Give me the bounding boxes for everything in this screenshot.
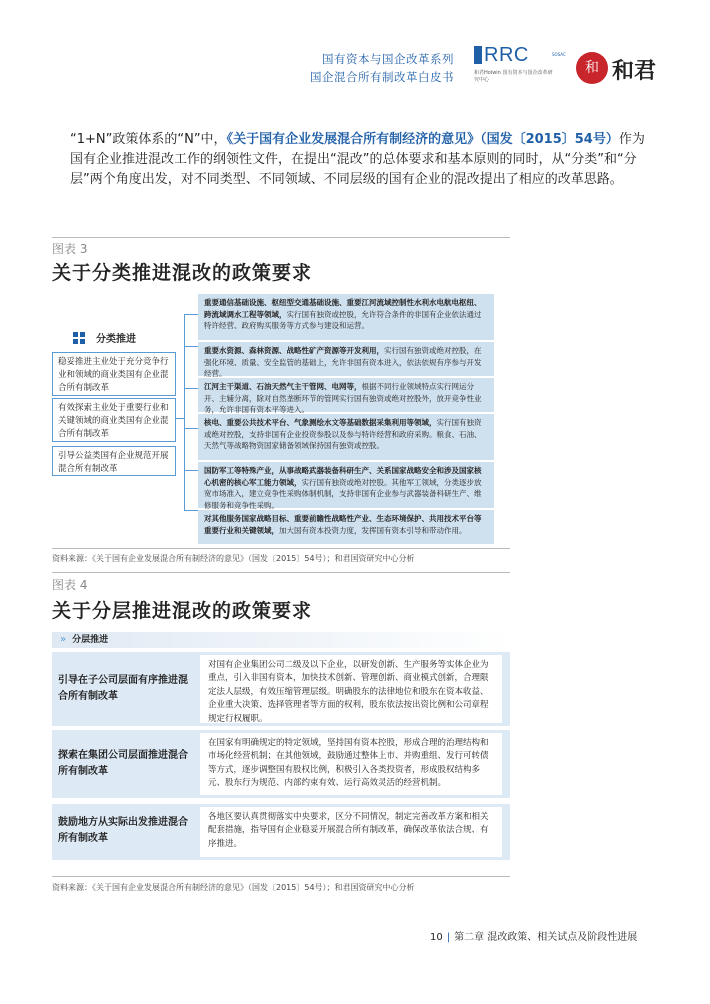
fig4-row-desc: 对国有企业集团公司二级及以下企业，以研发创新、生产服务等实体企业为重点，引入非国有资本，加快技术创新、管理创新、商业模式创新，合理限定法人层级，有效压缩管理层级。明确股东的法律地位和股东在资本收益、企业重大决策、选择管理者等方面的权利，股东依法按出资比例和公司章程规定行权履职。 [200, 655, 502, 723]
fig3-right-item-text: 加大国有资本投资力度，发挥国有资本引导和带动作用。 [279, 525, 467, 535]
fig4-row [52, 652, 510, 726]
footer-divider: | [446, 932, 451, 943]
connector-line [184, 314, 198, 315]
intro-text-2: 作为国有企业推进混改工作的纲领性文件，在提出“混改”的总体要求和基本原则的同时，从“分类”和“分层”两个角度出发，对不同类型、不同领域、不同层级的国有企业的混改提出了相应的改革思路。 [70, 132, 645, 187]
chapter-title: 第二章 混改政策、相关试点及阶段性进展 [454, 932, 638, 943]
fig3-left-heading [72, 330, 136, 345]
fig3-right-item [198, 462, 494, 508]
fig3-left-item: 稳妥推进主业处于充分竞争行业和领域的商业类国有企业混合所有制改革 [52, 352, 176, 396]
fig3-right-item [198, 294, 494, 340]
fig3-right-item-bold: 核电、重要公共技术平台、气象测绘水文等基础数据采集利用等领域， [204, 418, 437, 427]
connector-line [176, 418, 184, 419]
rrc-logo-tag: SOSAC [552, 52, 566, 57]
fig4-label: 图表 4 [52, 578, 88, 592]
report-title: 国企混合所有制改革白皮书 [310, 70, 454, 84]
fig3-right-item-text: 实行国有独资或控股，允许符合条件的非国有企业依法通过特许经营、政府购买服务等方式参与建设和运营。 [204, 309, 482, 330]
fig4-row [52, 804, 510, 860]
fig4-row-desc: 各地区要认真贯彻落实中央要求，区分不同情况，制定完善改革方案和相关配套措施，指导国有企业稳妥开展混合所有制改革，确保改革依法合规、有序推进。 [200, 807, 502, 857]
connector-line [184, 346, 198, 347]
fig3-left-item: 引导公益类国有企业规范开展混合所有制改革 [52, 446, 176, 476]
fig3-right-item-bold: 国防军工等特殊产业，从事战略武器装备科研生产、关系国家战略安全和涉及国家核心机密的核心军工能力领域， [204, 466, 482, 487]
fig3-right-item [198, 378, 494, 412]
rrc-logo-subtitle: 和君Holwin 国有资本与国企改革研究中心 [474, 70, 553, 83]
rrc-logo [474, 44, 553, 96]
connector-line [184, 510, 198, 511]
fig4-row-label: 鼓励地方从实际出发推进混合所有制改革 [58, 817, 188, 844]
fig4-heading [52, 632, 510, 648]
intro-paragraph [70, 130, 650, 190]
fig3-left-item: 有效探索主业处于重要行业和关键领域的商业类国有企业混合所有制改革 [52, 398, 176, 442]
fig4-source: 资料来源：《关于国有企业发展混合所有制经济的意见》（国发〔2015〕54号）；和君国资研究中心分析 [52, 883, 415, 892]
fig4-row-desc: 在国家有明确规定的特定领域，坚持国有资本控股，形成合理的治理结构和市场化经营机制；在其他领域，鼓励通过整体上市、并购重组、发行可转债等方式，逐步调整国有股权比例，积极引入各类投资者，形成股权结构多元、股东行为规范、内部约束有效、运行高效灵活的经营机制。 [200, 733, 502, 795]
rrc-logo-bar [474, 46, 482, 64]
fig3-right-item-bold: 重要通信基础设施、枢纽型交通基础设施、重要江河流域控制性水利水电航电枢纽、跨流域调水工程等领域， [204, 298, 482, 319]
holwin-logo-text: 和君 [612, 58, 657, 84]
holwin-seal-icon: 和 [576, 52, 608, 84]
fig3-top-rule [52, 237, 510, 238]
fig3-bottom-rule [52, 548, 510, 549]
fig4-bottom-rule [52, 876, 510, 877]
fig3-right-item-bold: 江河主干渠道、石油天然气主干管网、电网等， [204, 382, 362, 391]
fig3-right-item [198, 342, 494, 376]
fig3-source: 资料来源：《关于国有企业发展混合所有制经济的意见》（国发〔2015〕54号）；和君国资研究中心分析 [52, 554, 415, 563]
intro-text-1: “1+N”政策体系的“N”中， [70, 132, 227, 147]
fig3-right-item-text: 实行国有独资或绝对控股，支持非国有企业投资参股以及参与特许经营和政府采购。粮食、石油、天然气等战略物资国家储备领域保持国有独资或控股。 [204, 418, 482, 450]
fig3-right-item-text: 实行国有独资或绝对控股。其他军工领域，分类逐步放宽市场准入，建立竞争性采购体制机制，支持非国有企业参与武器装备科研生产、维修服务和竞争性采购。 [204, 477, 482, 510]
page-footer [430, 928, 637, 943]
fig3-right-item-text: 实行国有独资或绝对控股，在强化环境、质量、安全监管的基础上，允许非国有资本进入，依法依规有序参与开发经营。 [204, 346, 482, 378]
fig3-right-item-bold: 对其他服务国家战略目标、重要前瞻性战略性产业、生态环境保护、共用技术平台等重要行业和关键领域， [204, 514, 482, 535]
rrc-logo-text: RRC [484, 44, 529, 66]
fig4-row-label: 引导在子公司层面有序推进混合所有制改革 [58, 675, 188, 702]
fig3-right-item-bold: 重要水资源、森林资源、战略性矿产资源等开发利用， [204, 346, 384, 355]
page-number: 10 [430, 932, 443, 943]
connector-line [184, 388, 198, 389]
fig3-left-heading-label: 分类推进 [96, 334, 136, 345]
fig4-top-rule [52, 572, 510, 573]
connector-line [184, 428, 198, 429]
fig4-row [52, 730, 510, 798]
intro-policy-reference: 《关于国有企业发展混合所有制经济的意见》（国发〔2015〕54号） [226, 132, 619, 147]
fig4-row-label: 探索在集团公司层面推进混合所有制改革 [58, 750, 188, 777]
double-chevron-right-icon: » [60, 634, 67, 645]
fig3-right-item [198, 510, 494, 544]
fig3-right-item [198, 414, 494, 460]
fig4-title: 关于分层推进混改的政策要求 [52, 600, 313, 622]
holwin-logo [576, 52, 666, 86]
grid-icon [72, 331, 88, 345]
connector-line [184, 470, 198, 471]
fig3-right-item-text: 根据不同行业领域特点实行网运分开、主辅分离，除对自然垄断环节的管网实行国有独资或绝对控股外，放开竞争性业务，允许非国有资本平等进入。 [204, 382, 482, 414]
series-header [300, 50, 454, 86]
fig3-label: 图表 3 [52, 242, 88, 256]
series-title: 国有资本与国企改革系列 [322, 52, 454, 66]
connector-line [184, 314, 185, 510]
fig3-title: 关于分类推进混改的政策要求 [52, 262, 313, 284]
fig4-heading-label: 分层推进 [72, 635, 109, 645]
